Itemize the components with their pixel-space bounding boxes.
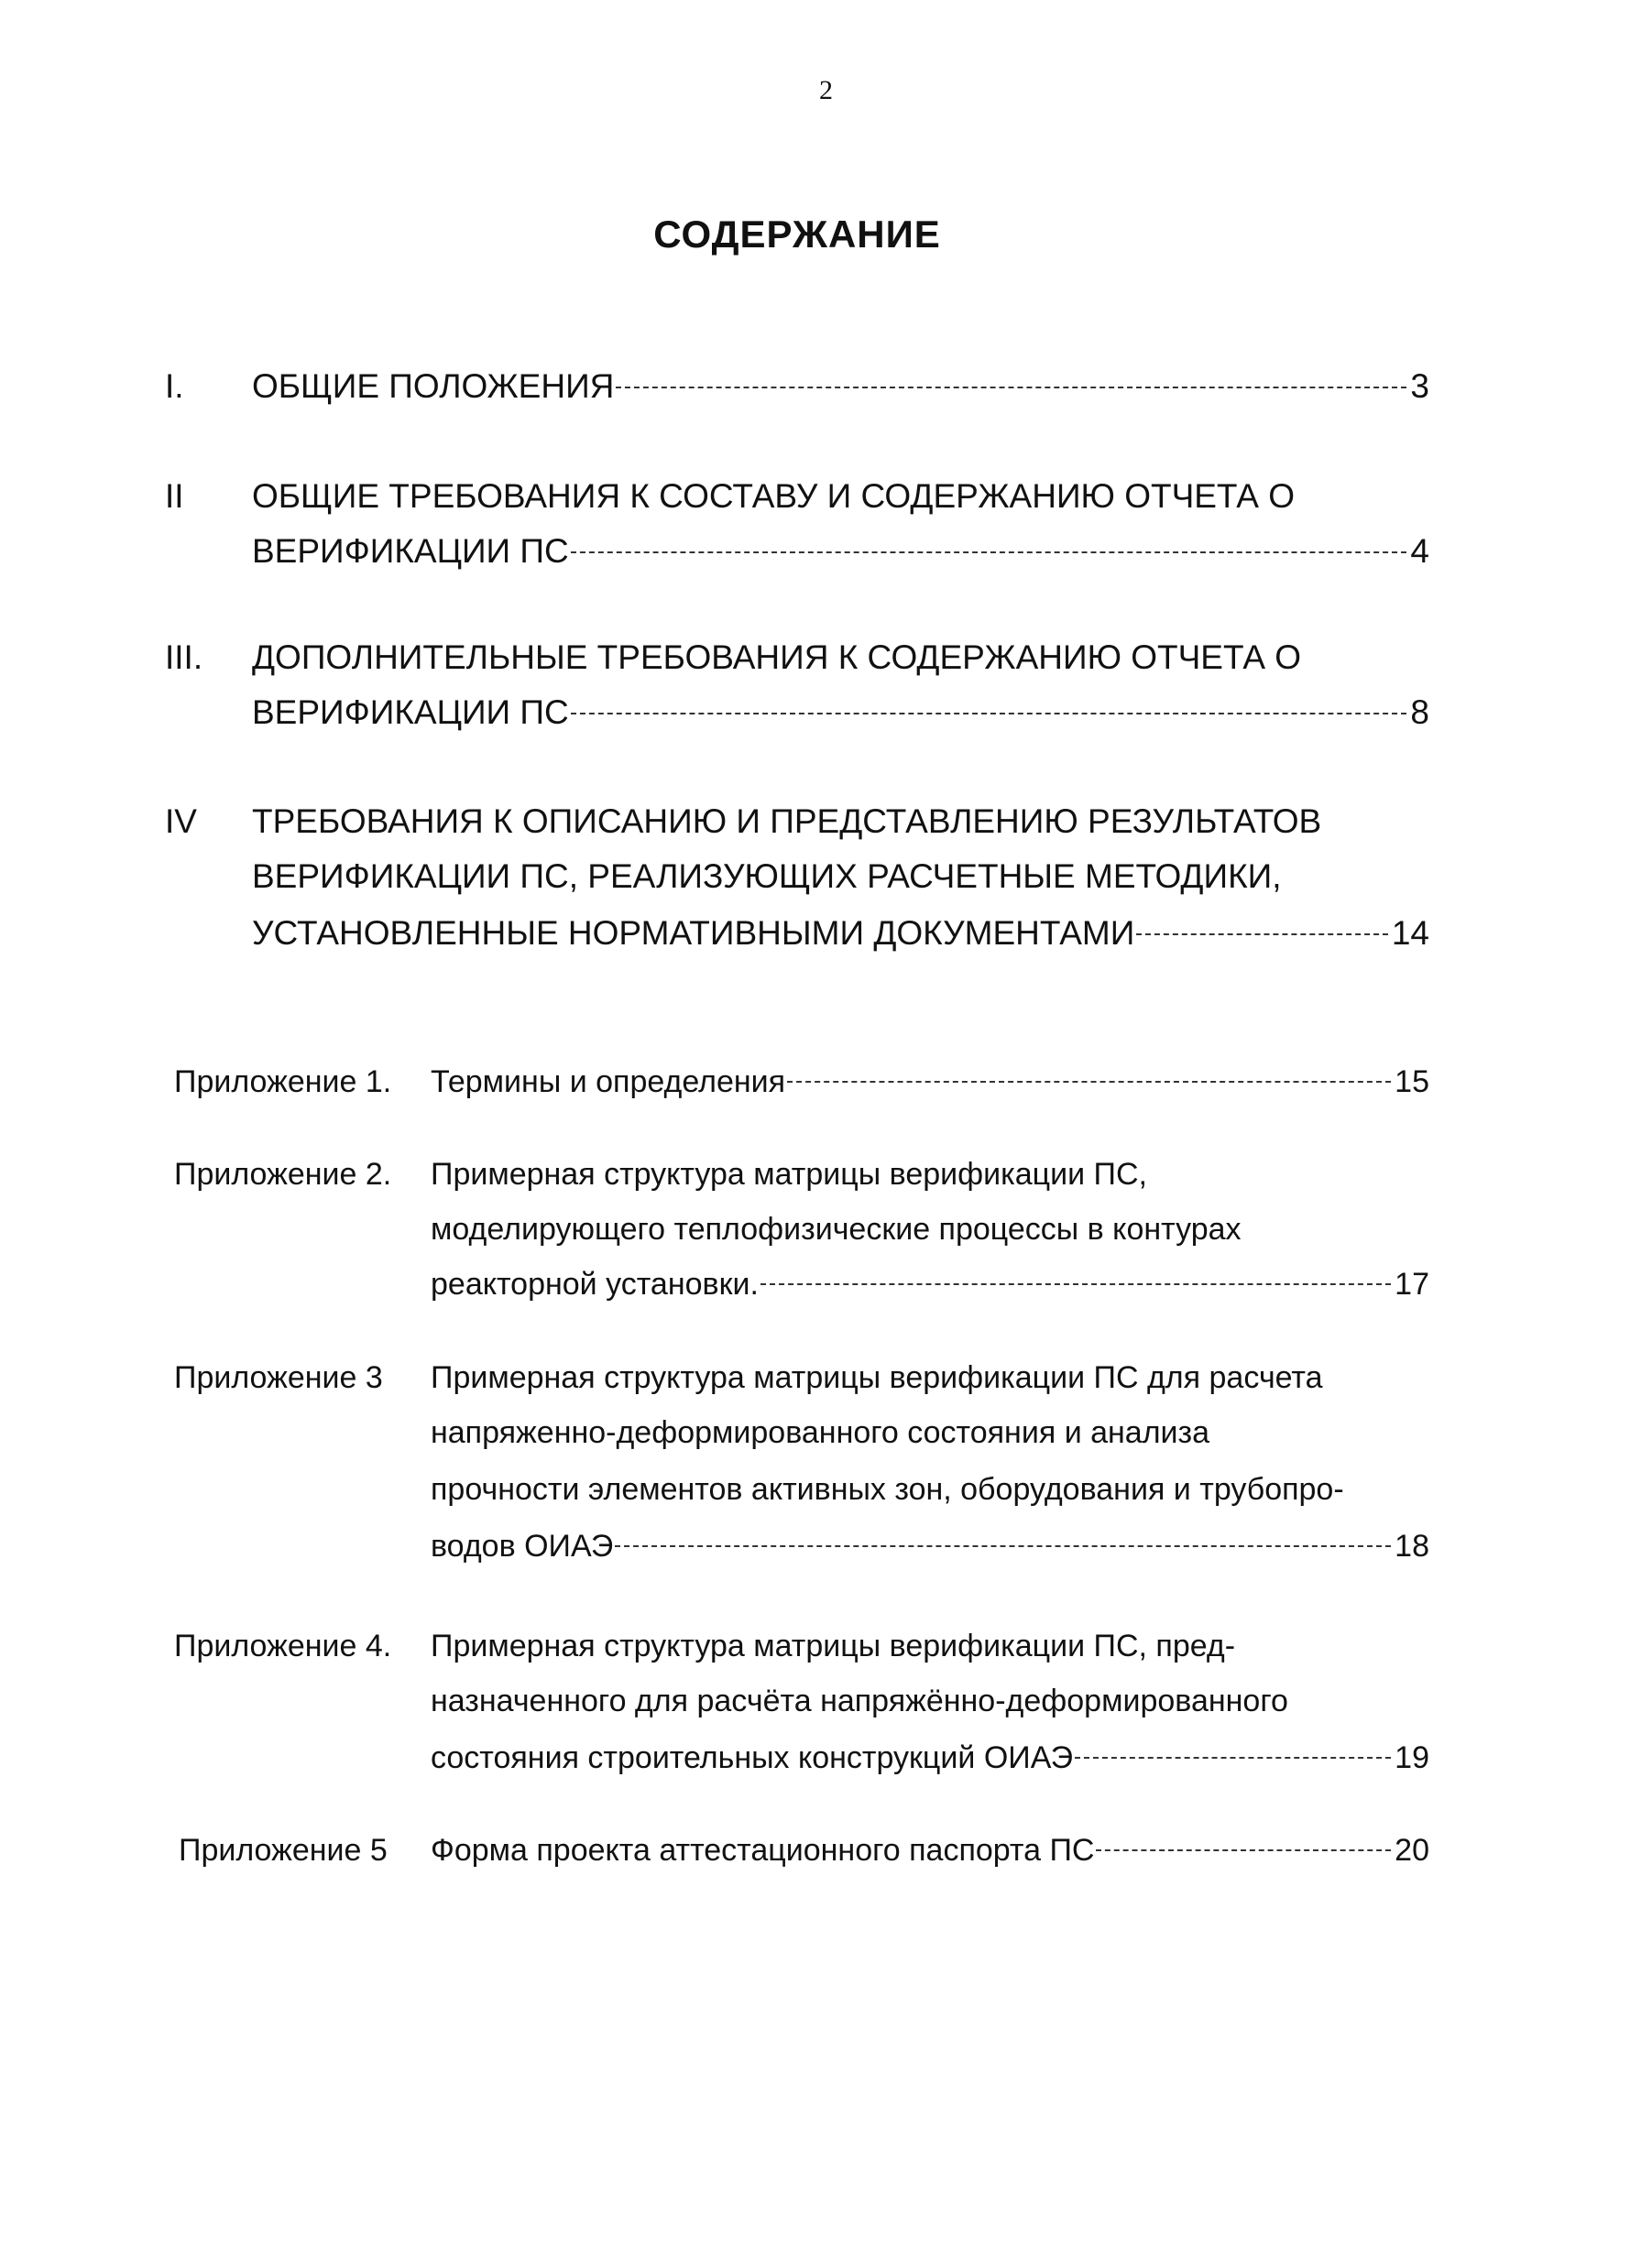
toc-line (431, 1152, 1147, 1196)
dot-leader (615, 1545, 1391, 1547)
toc-line (252, 691, 1429, 735)
toc-line (431, 1356, 1323, 1400)
appendix-page: 20 (1395, 1833, 1429, 1868)
dot-leader (1075, 1757, 1391, 1759)
toc-line (431, 1411, 1209, 1455)
toc-line (431, 1679, 1288, 1723)
toc-line (431, 1624, 1235, 1668)
appendix-title: моделирующего теплофизические процессы в контурах (431, 1212, 1242, 1247)
toc-line (431, 1828, 1429, 1872)
section-title: ВЕРИФИКАЦИИ ПС (252, 532, 569, 570)
section-title: ДОПОЛНИТЕЛЬНЫЕ ТРЕБОВАНИЯ К СОДЕРЖАНИЮ ОТЧЕТА О (252, 638, 1302, 676)
appendix-label: Приложение 5 (179, 1833, 388, 1868)
section-title: УСТАНОВЛЕННЫЕ НОРМАТИВНЫМИ ДОКУМЕНТАМИ (252, 914, 1135, 952)
appendix-title: прочности элементов активных зон, оборудования и трубопро- (431, 1472, 1344, 1507)
appendix-page: 18 (1395, 1529, 1429, 1564)
section-title: ВЕРИФИКАЦИИ ПС, РЕАЛИЗУЮЩИХ РАСЧЕТНЫЕ МЕТОДИКИ, (252, 857, 1282, 895)
toc-line (252, 365, 1429, 409)
toc-line (431, 1262, 1429, 1306)
toc-line (431, 1207, 1242, 1251)
page-number: 2 (819, 75, 833, 105)
appendix-label: Приложение 4. (174, 1629, 392, 1663)
appendix-title: Форма проекта аттестационного паспорта ПС (431, 1833, 1095, 1868)
appendix-label: Приложение 2. (174, 1157, 392, 1192)
toc-line (252, 529, 1429, 573)
section-page: 8 (1410, 693, 1429, 731)
toc-line (431, 1060, 1429, 1104)
section-number: III. (165, 638, 203, 676)
toc-line (431, 1467, 1344, 1511)
section-title: ВЕРИФИКАЦИИ ПС (252, 693, 569, 731)
section-number: IV (165, 802, 197, 840)
section-page: 3 (1410, 367, 1429, 405)
appendix-page: 19 (1395, 1740, 1429, 1775)
appendix-title: водов ОИАЭ (431, 1529, 614, 1564)
dot-leader (571, 551, 1407, 553)
section-number: II (165, 477, 184, 515)
dot-leader (760, 1283, 1391, 1285)
appendix-label: Приложение 1. (174, 1064, 392, 1099)
toc-line (252, 800, 1321, 844)
section-page: 14 (1391, 914, 1429, 952)
section-page: 4 (1410, 532, 1429, 570)
toc-line (252, 911, 1429, 955)
dot-leader (1136, 933, 1388, 935)
section-title: ТРЕБОВАНИЯ К ОПИСАНИЮ И ПРЕДСТАВЛЕНИЮ РЕЗУЛЬТАТОВ (252, 802, 1322, 840)
section-title: ОБЩИЕ ТРЕБОВАНИЯ К СОСТАВУ И СОДЕРЖАНИЮ ОТЧЕТА О (252, 477, 1296, 515)
appendix-label: Приложение 3 (174, 1360, 383, 1395)
toc-line (431, 1524, 1429, 1568)
toc-line (252, 636, 1301, 680)
appendix-title: Примерная структура матрицы верификации ПС, (431, 1157, 1147, 1192)
section-number: I. (165, 367, 184, 405)
appendix-title: Термины и определения (431, 1064, 786, 1099)
appendix-page: 17 (1395, 1267, 1429, 1302)
toc-title: СОДЕРЖАНИЕ (653, 213, 941, 256)
dot-leader (787, 1081, 1391, 1083)
appendix-page: 15 (1395, 1064, 1429, 1099)
toc-line (431, 1736, 1429, 1780)
dot-leader (571, 713, 1407, 714)
appendix-title: Примерная структура матрицы верификации ПС, пред- (431, 1629, 1236, 1663)
dot-leader (1096, 1849, 1391, 1851)
toc-line (252, 855, 1282, 899)
section-title: ОБЩИЕ ПОЛОЖЕНИЯ (252, 367, 615, 405)
dot-leader (616, 387, 1406, 388)
toc-line (252, 474, 1295, 518)
appendix-title: Примерная структура матрицы верификации ПС для расчета (431, 1360, 1323, 1395)
appendix-title: напряженно-деформированного состояния и анализа (431, 1415, 1210, 1450)
appendix-title: назначенного для расчёта напряжённо-деформированного (431, 1684, 1288, 1718)
appendix-title: реакторной установки. (431, 1267, 759, 1302)
appendix-title: состояния строительных конструкций ОИАЭ (431, 1740, 1074, 1775)
